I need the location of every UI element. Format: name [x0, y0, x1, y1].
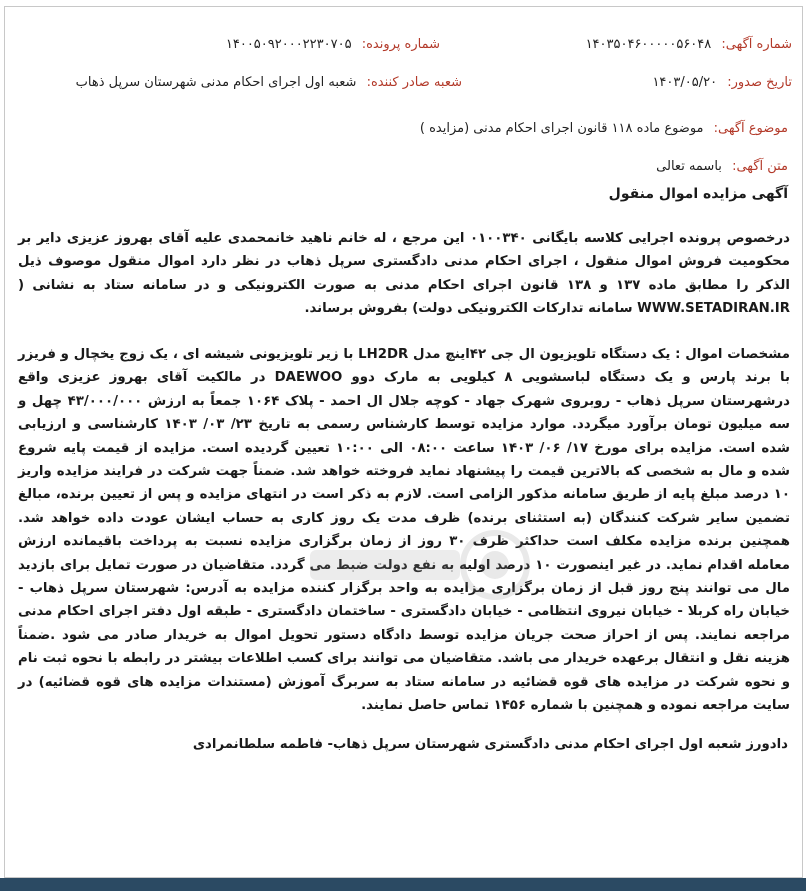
watermark-logo-icon — [300, 520, 530, 610]
issuer-value: شعبه اول اجرای احکام مدنی شهرستان سرپل ذهاب — [75, 75, 357, 90]
case-number-label: شماره پرونده: — [361, 37, 440, 52]
text-label: متن آگهی: — [732, 159, 788, 174]
case-number-value: ۱۴۰۰۵۰۹۲۰۰۰۲۲۳۰۷۰۵ — [225, 37, 352, 52]
notice-paragraph-2: مشخصات اموال : یک دستگاه تلویزیون ال جی ۴۲اینچ مدل LH2DR با زیر تلویزیونی شیشه ای ، یک زوج یخچال و فریزر با برند پارس و یک دستگاه لباسشویی ۸ کیلویی به مارک دوو DAEWOO در مالکیت آقای بهروز عزیزی واقع درشهرستان سرپل ذهاب - روبروی شهرک جهاد - کوچه جلال ال احمد - پلاک ۱۰۶۴ جمعاً به ارزش ۴۳/۰۰۰/۰۰۰ چهل و سه میلیون تومان برآورد میگردد. موارد مزایده توسط کارشناس رسمی به تاریخ ۲۳/ ۰۳/ ۱۴۰۳ کارشناسی و ارزیابی شده است. مزایده برای مورخ ۱۷/ ۰۶/ ۱۴۰۳ ساعت ۰۸:۰۰ الی ۱۰:۰۰ تعیین گردیده است. مزایده از قیمت پایه شروع شده و مال به شخصی که بالاترین قیمت را پیشنهاد نماید فروخته خواهد شد. ضمناً جهت شرکت در فرایند مزایده واریز ۱۰ درصد مبلغ پایه از طریق سامانه مذکور الزامی است. لازم به ذکر است در انتهای مزایده و پس از تعیین برنده، مبالغ تضمین سایر شرکت کنندگان (به استثنای برنده) ظرف مدت یک روز کاری به حساب ایشان عودت داده خواهد شد. همچنین برنده مزایده مکلف است حداکثر ظرف ۳۰ روز از زمان برگزاری مزایده نسبت به پرداخت باقیمانده ارزش معامله اقدام نماید. در غیر اینصورت ۱۰ درصد اولیه به نفع دولت ضبط می گردد. متقاضیان در صورت تمایل برای بازدید مال می توانند پنج روز قبل از زمان برگزاری مزایده به واحد برگزار کننده مزایده به آدرس: شهرستان سرپل ذهاب - خیابان راه کربلا - خیابان نیروی انتظامی - خیابان دادگستری - ساختمان دادگستری - طبقه اول دفتر اجرای احکام مدنی مراجعه نمایند. پس از احراز صحت جریان مزایده توسط دادگاه دستور تحویل اموال به خریدار صادر می شود .ضمناً هزینه نقل و انتقال برعهده خریدار می باشد. متقاضیان می توانند برای کسب اطلاعات بیشتر در رابطه با نحوه ثبت نام و نحوه شرکت در مزایده های قوه قضائیه در سامانه ستاد به سربرگ آموزش (مستندات مزایده های قوه قضائیه) در سایت مراجعه نموده و همچنین با شماره ۱۴۵۶ تماس حاصل نمایند. — [18, 347, 790, 714]
text-value: باسمه تعالی — [656, 159, 722, 174]
bottom-bar — [0, 878, 806, 891]
notice-paragraph-1: درخصوص پرونده اجرایی کلاسه بایگانی ۰۱۰۰۳۴۰ این مرجع ، له خانم ناهید خانمحمدی علیه آقای بهروز عزیزی دایر بر محکومیت فروش اموال منقول ، اجرای احکام مدنی دادگستری سرپل ذهاب در نظر دارد اموال منقول موصوف ذیل الذکر را مطابق ماده ۱۳۷ و ۱۳۸ قانون اجرای احکام مدنی به صورت الکترونیکی و در سامانه ستاد به نشانی ( WWW.SETADIRAN.IR سامانه تدارکات الکترونیکی دولت) بفروش برساند. — [18, 231, 790, 317]
signature-line: دادورز شعبه اول اجرای احکام مدنی دادگستری شهرستان سرپل ذهاب- فاطمه سلطانمرادی — [192, 737, 788, 752]
subject-value: موضوع ماده ۱۱۸ قانون اجرای احکام مدنی (مزایده ) — [419, 121, 704, 136]
issue-date-value: ۱۴۰۳/۰۵/۲۰ — [652, 75, 718, 90]
subject-row — [420, 118, 788, 140]
ad-number-value: ۱۴۰۳۵۰۴۶۰۰۰۰۰۵۶۰۴۸ — [585, 37, 712, 52]
subject-label: موضوع آگهی: — [713, 121, 788, 136]
issuer-label: شعبه صادر کننده: — [366, 75, 462, 90]
ad-number-label: شماره آگهی: — [721, 37, 792, 52]
issuer-row — [76, 72, 462, 94]
issue-date-label: تاریخ صدور: — [727, 75, 792, 90]
case-number-row — [226, 34, 440, 56]
notice-title: آگهی مزایده اموال منقول — [608, 186, 788, 202]
text-row — [656, 156, 788, 178]
issue-date-row — [652, 72, 792, 94]
ad-number-row — [586, 34, 792, 56]
